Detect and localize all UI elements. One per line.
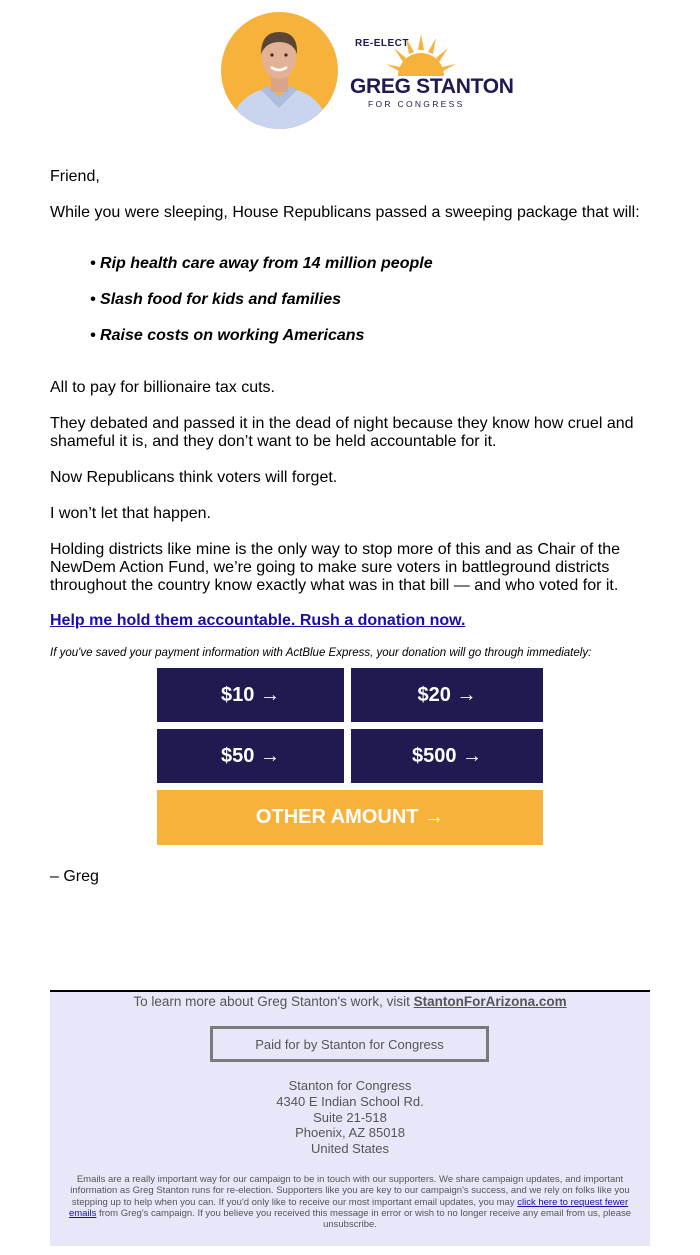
bullet-item: • Slash food for kids and families [90,291,341,308]
bullet-item: • Rip health care away from 14 million people [90,255,433,272]
fine-print [60,1174,640,1230]
learn-more-line [50,994,650,1009]
signoff: – Greg [50,868,99,885]
logo-reelect: RE-ELECT [355,38,409,49]
fewer-emails-link[interactable]: click here to request fewer emails [68,1196,629,1219]
address-line: Stanton for Congress [288,1078,412,1093]
paid-for-text: Paid for by Stanton for Congress [255,1036,444,1052]
address-line: Suite 21-518 [313,1109,387,1125]
bullet-item: • Raise costs on working Americans [90,327,365,344]
paragraph: Now Republicans think voters will forget. [50,469,338,486]
donate-50-button[interactable]: $50 → [157,729,344,783]
logo-name: GREG STANTON [350,75,514,98]
address-line: United States [310,1141,390,1157]
address-line: 4340 E Indian School Rd. [276,1093,424,1109]
address-line: Phoenix, AZ 85018 [295,1125,405,1141]
mailing-address [50,1078,650,1157]
email-header [0,0,700,140]
paragraph: All to pay for billionaire tax cuts. [50,379,275,396]
actblue-note: If you've saved your payment information with ActBlue Express, your donation will go through immediately: [50,647,592,659]
email-footer [50,990,650,1246]
donate-cta-link[interactable]: Help me hold them accountable. Rush a donation now. [50,612,466,629]
candidate-photo [221,12,338,129]
fine-print-text: from Greg's campaign. If you believe you received this message in error or wish to no longer receive any email from us, please unsubscribe. [96,1207,632,1231]
donate-20-button[interactable]: $20 → [351,668,543,722]
logo-subtitle: FOR CONGRESS [368,99,465,109]
fine-print-text: Emails are a really important way for our campaign to be in touch with our supporters. We share campaign updates, and important information as Greg Stanton runs for re-election. Supporters like you are key to our campaign's success, and we rely on folks like you stepping up to help when you can. If you'd only like to receive our most important email updates, you may [70,1174,630,1208]
campaign-logo [350,30,514,120]
paid-for-box [210,1026,489,1062]
intro-paragraph: While you were sleeping, House Republicans passed a sweeping package that will: [50,204,640,221]
greeting: Friend, [50,168,100,185]
website-link[interactable]: StantonForArizona.com [413,994,567,1009]
paragraph: I won’t let that happen. [50,505,211,522]
donate-other-amount-button[interactable]: OTHER AMOUNT → [157,790,543,845]
paragraph: They debated and passed it in the dead of night because they know how cruel and shameful it is, and they don’t want to be held accountable for it. [50,415,634,450]
learn-more-text: To learn more about Greg Stanton's work, visit [133,994,414,1009]
donate-10-button[interactable]: $10 → [157,668,344,722]
paragraph: Holding districts like mine is the only way to stop more of this and as Chair of the NewDem Action Fund, we’re going to make sure voters in battleground districts throughout the country know exactly what was in that bill — and who voted for it. [50,541,621,594]
donate-500-button[interactable]: $500 → [351,729,543,783]
